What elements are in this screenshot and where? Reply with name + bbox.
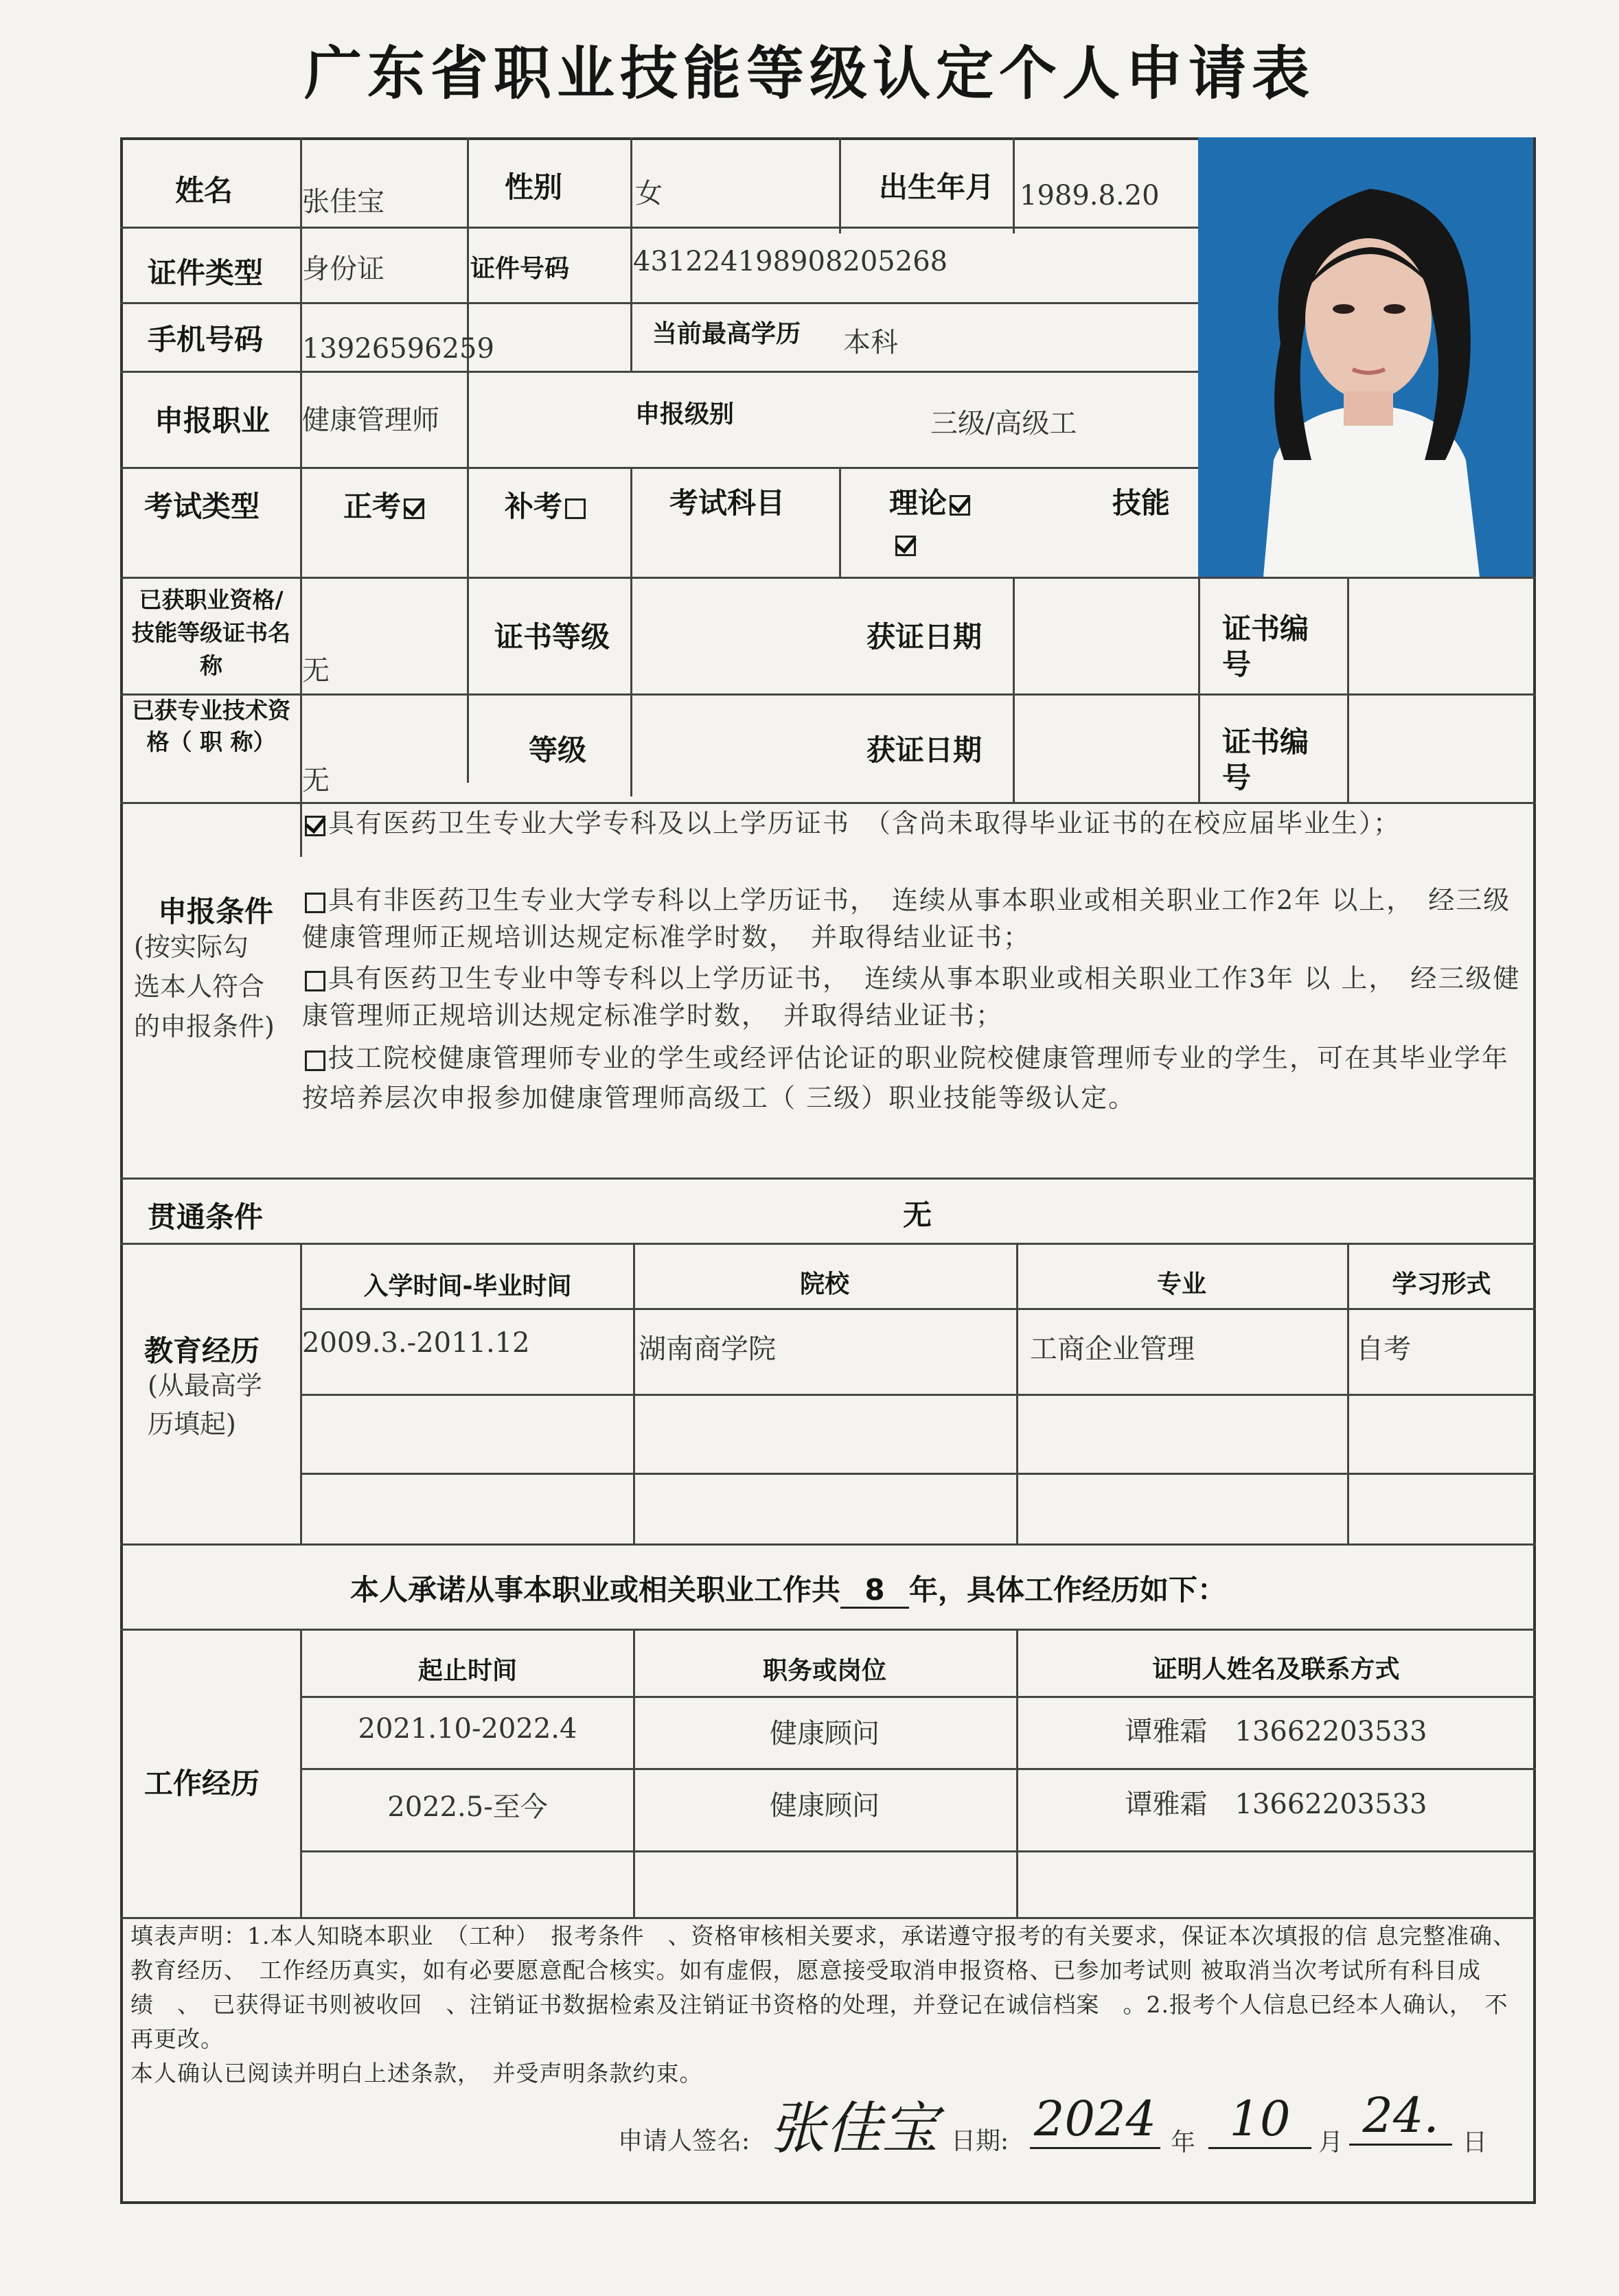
edu-header-mode: 学习形式 xyxy=(1392,1270,1491,1298)
label-cert1-date: 获证日期 xyxy=(866,620,983,654)
value-cert1-name: 无 xyxy=(302,655,330,687)
date-day: 24. xyxy=(1349,2087,1452,2146)
label-exam-type: 考试类型 xyxy=(144,490,260,523)
value-id-no: 431224198908205268 xyxy=(633,246,948,277)
label-cert1-no: 证书编号 xyxy=(1222,612,1309,681)
date-month: 10 xyxy=(1208,2091,1311,2149)
work-header-period: 起止时间 xyxy=(417,1657,517,1685)
date-label: 日期: xyxy=(951,2127,1009,2155)
value-cert2-name: 无 xyxy=(302,765,330,796)
commitment-suffix: 年，具体工作经历如下： xyxy=(909,1573,1227,1607)
label-cert1-name: 已获职业资格/技能等级证书名称 xyxy=(132,586,290,679)
work-header-position: 职务或岗位 xyxy=(762,1657,886,1685)
value-birth: 1989.8.20 xyxy=(1020,180,1160,211)
date-year-label: 年 xyxy=(1171,2128,1196,2157)
work-row-1-period: 2021.10-2022.4 xyxy=(358,1713,577,1745)
label-gender: 性别 xyxy=(505,170,563,204)
value-name: 张佳宝 xyxy=(302,186,384,218)
form-title: 广东省职业技能等级认定个人申请表 xyxy=(303,40,1315,107)
exam-skill-checkbox[interactable] xyxy=(895,536,916,556)
signature-label: 申请人签名: xyxy=(618,2127,750,2155)
exam-theory-label: 理论 xyxy=(889,486,948,520)
declaration-confirm: 本人确认已阅读并明白上述条款， 并受声明条款约束。 xyxy=(130,2060,703,2087)
declaration-body: 填表声明：1.本人知晓本职业 （工种） 报考条件 、资格审核相关要求，承诺遵守报考的有关要求，保证本次填报的信 息完整准确、教育经历、 工作经历真实，如有必要愿意配合核实。如有虚假，愿意接受取消申报资格、已参加考试则 被取消当次考试所有科目成绩 、 已获得证书则被收回 、注销证书数据检索及注销证书资格的处理，并登记在诚信档案 。2.报考个人信息已经本人确认， 不再更改。 xyxy=(130,1922,1516,2052)
work-row-1-referee: 谭雅霜 13662203533 xyxy=(1125,1716,1427,1747)
exam-regular-label: 正考 xyxy=(343,490,402,523)
edu-row-school: 湖南商学院 xyxy=(639,1333,776,1365)
value-through: 无 xyxy=(903,1198,932,1232)
signature-value: 张佳宝 xyxy=(769,2096,938,2161)
label-through: 贯通条件 xyxy=(148,1200,264,1234)
label-id-type: 证件类型 xyxy=(148,256,264,290)
value-occupation: 健康管理师 xyxy=(302,404,439,436)
label-occupation: 申报职业 xyxy=(154,404,271,437)
work-row-1-position: 健康顾问 xyxy=(770,1718,880,1749)
label-id-no: 证件号码 xyxy=(470,255,570,283)
edu-row-major: 工商企业管理 xyxy=(1030,1333,1195,1365)
date-day-label: 日 xyxy=(1462,2128,1488,2157)
edu-header-period: 入学时间-毕业时间 xyxy=(363,1272,572,1300)
exam-regular-option[interactable] xyxy=(343,484,427,525)
label-edu-history: 教育经历 xyxy=(144,1334,260,1368)
value-level: 三级/高级工 xyxy=(930,408,1077,439)
commitment-prefix: 本人承诺从事本职业或相关职业工作共 xyxy=(350,1573,841,1607)
label-phone: 手机号码 xyxy=(148,323,264,356)
exam-regular-checkbox[interactable] xyxy=(404,498,424,519)
value-id-type: 身份证 xyxy=(302,253,384,285)
work-header-referee: 证明人姓名及联系方式 xyxy=(1152,1655,1400,1684)
declaration-text xyxy=(130,1919,1517,2091)
label-name: 姓名 xyxy=(175,174,233,207)
condition-item-2[interactable] xyxy=(302,882,1524,956)
exam-theory-option[interactable] xyxy=(889,481,973,522)
condition-item-3[interactable] xyxy=(302,960,1524,1034)
exam-makeup-checkbox[interactable] xyxy=(565,498,586,519)
date-month-label: 月 xyxy=(1318,2128,1344,2157)
label-level: 申报级别 xyxy=(635,400,735,428)
applicant-photo xyxy=(1198,137,1533,577)
edu-header-major: 专业 xyxy=(1156,1270,1206,1298)
work-row-2-referee: 谭雅霜 13662203533 xyxy=(1125,1789,1427,1820)
condition-4-checkbox[interactable] xyxy=(305,1051,325,1071)
condition-item-1[interactable] xyxy=(302,805,1524,842)
date-year: 2024 xyxy=(1030,2091,1160,2149)
label-cert2-grade: 等级 xyxy=(529,733,587,767)
value-gender: 女 xyxy=(635,178,663,209)
condition-2-checkbox[interactable] xyxy=(305,893,325,913)
conditions-note: (按实际勾 选本人符合 的申报条件) xyxy=(134,932,275,1042)
value-phone: 13926596259 xyxy=(302,333,494,365)
commitment-line xyxy=(350,1568,1226,1609)
label-conditions: 申报条件 xyxy=(158,895,274,928)
condition-1-checkbox[interactable] xyxy=(305,816,325,836)
value-education: 本科 xyxy=(843,327,898,358)
label-cert2-name: 已获专业技术资格（ 职 称） xyxy=(132,697,290,755)
condition-4-text: 技工院校健康管理师专业的学生或经评估论证的职业院校健康管理师专业的学生，可在其毕业学年按培养层次申报参加健康管理师高级工（ 三级）职业技能等级认定。 xyxy=(302,1043,1510,1113)
work-row-2-period: 2022.5-至今 xyxy=(387,1791,548,1823)
condition-2-text: 具有非医药卫生专业大学专科以上学历证书， 连续从事本职业或相关职业工作2年 以上， 经三级健康管理师正规培训达规定标准学时数， 并取得结业证书； xyxy=(302,885,1511,952)
condition-3-checkbox[interactable] xyxy=(305,971,325,991)
condition-1-text: 具有医药卫生专业大学专科及以上学历证书 （含尚未取得毕业证书的在校应届毕业生）； xyxy=(328,808,1401,838)
exam-theory-checkbox[interactable] xyxy=(950,495,970,516)
edu-row-period: 2009.3.-2011.12 xyxy=(302,1327,530,1359)
condition-3-text: 具有医药卫生专业中等专科以上学历证书， 连续从事本职业或相关职业工作3年 以 上， 经三级健康管理师正规培训达规定标准学时数， 并取得结业证书； xyxy=(302,963,1521,1031)
label-cert1-grade: 证书等级 xyxy=(494,620,610,654)
edu-header-school: 院校 xyxy=(799,1270,849,1298)
label-education: 当前最高学历 xyxy=(652,320,801,348)
condition-item-4[interactable] xyxy=(302,1038,1524,1118)
exam-skill-label: 技能 xyxy=(1112,486,1171,520)
commitment-years: 8 xyxy=(840,1573,909,1609)
exam-makeup-label: 补考 xyxy=(505,490,563,523)
label-birth: 出生年月 xyxy=(879,170,995,204)
work-row-2-position: 健康顾问 xyxy=(770,1790,880,1822)
label-cert2-no: 证书编号 xyxy=(1222,725,1309,794)
edu-history-note: (从最高学 历填起) xyxy=(148,1370,262,1439)
portrait-image xyxy=(1198,137,1533,577)
label-work-history: 工作经历 xyxy=(144,1767,260,1800)
exam-makeup-option[interactable] xyxy=(505,484,588,525)
label-cert2-date: 获证日期 xyxy=(866,733,983,767)
label-exam-subject: 考试科目 xyxy=(669,486,785,520)
edu-row-mode: 自考 xyxy=(1356,1333,1411,1365)
